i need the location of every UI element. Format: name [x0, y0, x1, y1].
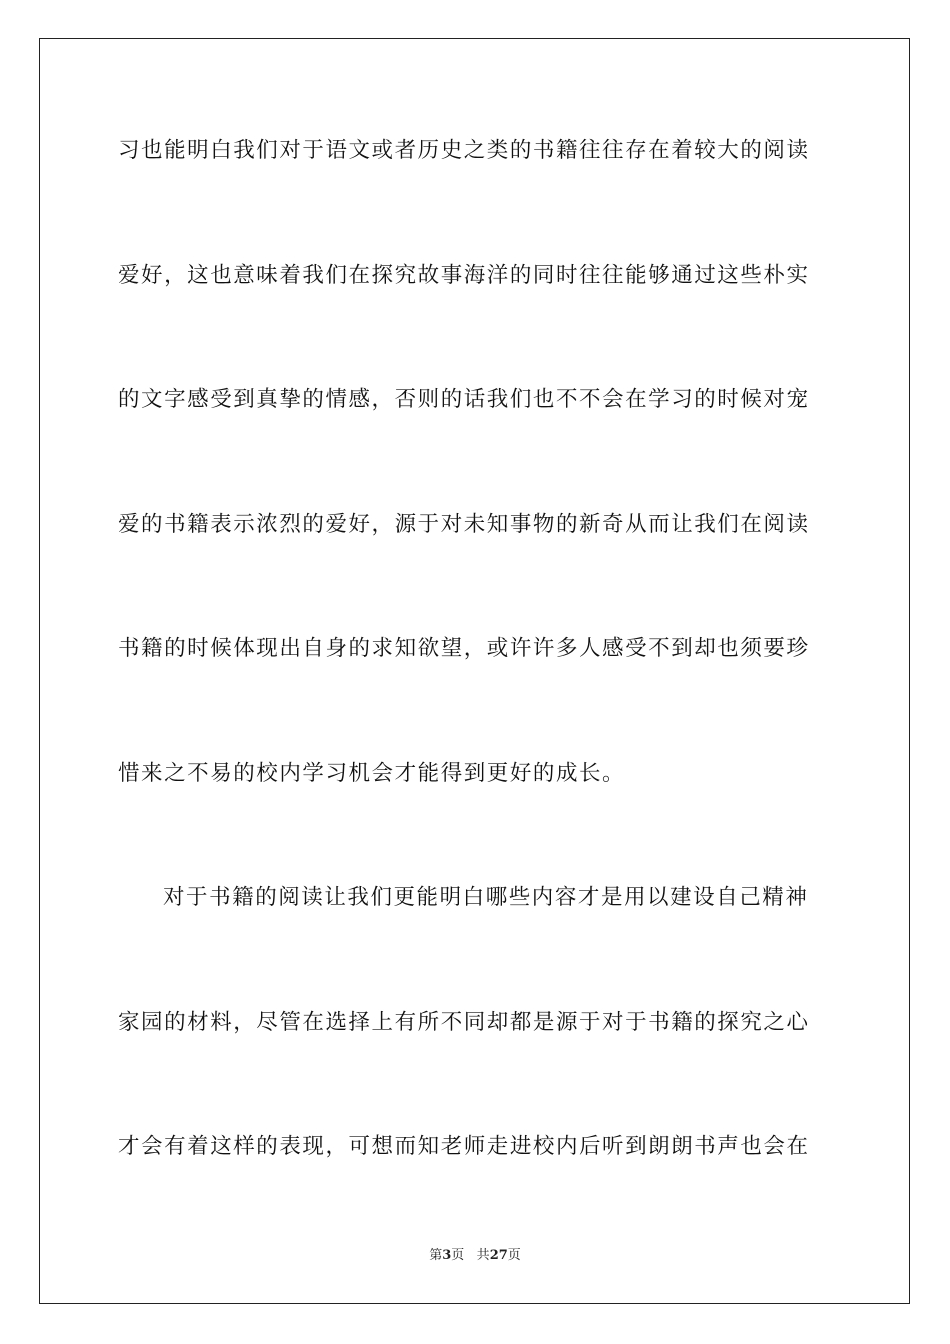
text-line: 家园的材料，尽管在选择上有所不同却都是源于对于书籍的探究之心 — [118, 1010, 810, 1035]
text-line: 惜来之不易的校内学习机会才能得到更好的成长。 — [118, 761, 626, 786]
page-footer — [0, 1247, 950, 1265]
page-suffix: 页 — [451, 1248, 465, 1263]
text-line: 爱的书籍表示浓烈的爱好，源于对未知事物的新奇从而让我们在阅读 — [118, 512, 810, 537]
text-line: 习也能明白我们对于语文或者历史之类的书籍往往存在着较大的阅读 — [118, 138, 810, 163]
total-pages: 27 — [489, 1248, 508, 1263]
page-prefix: 第 — [429, 1248, 443, 1263]
text-line: 才会有着这样的表现，可想而知老师走进校内后听到朗朗书声也会在 — [118, 1134, 810, 1159]
text-line: 爱好，这也意味着我们在探究故事海洋的同时往往能够通过这些朴实 — [118, 263, 810, 288]
total-suffix: 页 — [507, 1248, 521, 1263]
total-prefix: 共 — [476, 1248, 490, 1263]
page-number: 3 — [442, 1248, 452, 1263]
page-border — [39, 38, 910, 1304]
paragraph-first-line: 对于书籍的阅读让我们更能明白哪些内容才是用以建设自己精神 — [163, 885, 809, 910]
text-line: 的文字感受到真挚的情感，否则的话我们也不不会在学习的时候对宠 — [118, 387, 810, 412]
text-line: 书籍的时候体现出自身的求知欲望，或许许多人感受不到却也须要珍 — [118, 636, 810, 661]
